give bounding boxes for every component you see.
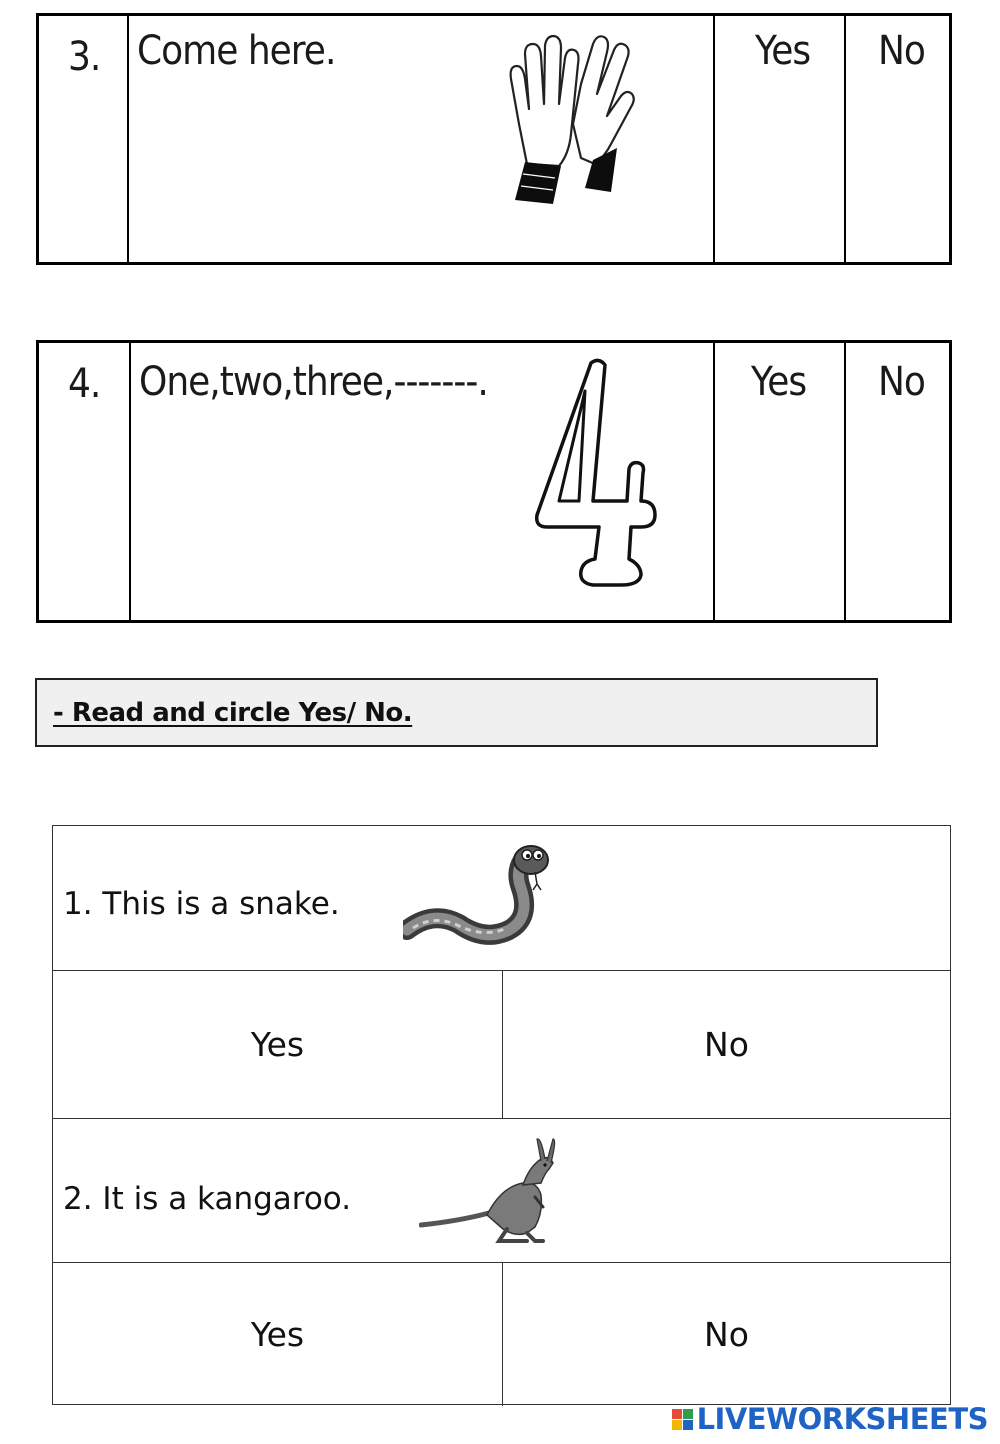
brand-wordmark: LIVEWORKSHEETS (696, 1402, 988, 1436)
no-cell[interactable] (502, 1263, 950, 1406)
question-text: 1. This is a snake. (63, 886, 340, 922)
no-cell[interactable] (844, 343, 949, 620)
instruction-text: - Read and circle Yes/ No. (53, 698, 413, 728)
liveworksheets-logo-icon (672, 1409, 693, 1430)
yes-cell[interactable] (713, 16, 844, 262)
no-cell[interactable] (844, 16, 949, 262)
yes-cell[interactable] (713, 343, 844, 620)
no-option[interactable]: No (878, 28, 925, 74)
yes-option[interactable]: Yes (755, 28, 811, 74)
question-number: 3. (68, 34, 101, 80)
text-cell (129, 343, 713, 620)
clapping-hands-icon (489, 24, 639, 224)
question-number: 4. (68, 361, 101, 407)
answer-row (53, 970, 950, 1118)
question-row (53, 826, 950, 970)
yes-cell[interactable] (53, 971, 502, 1118)
liveworksheets-brand[interactable] (672, 1402, 988, 1436)
logo-square-red (672, 1409, 682, 1419)
no-option[interactable]: No (704, 1025, 749, 1064)
question-3-table (36, 13, 952, 265)
yes-option[interactable]: Yes (250, 1315, 305, 1354)
logo-square-green (683, 1409, 693, 1419)
answer-row (53, 1262, 950, 1406)
instruction-banner (35, 678, 878, 747)
kangaroo-icon (419, 1133, 559, 1245)
yes-option[interactable]: Yes (250, 1025, 305, 1064)
no-option[interactable]: No (878, 359, 925, 405)
question-text: Come here. (137, 28, 336, 74)
question-row (53, 1118, 950, 1262)
yes-cell[interactable] (53, 1263, 502, 1406)
snake-icon (403, 838, 563, 958)
question-4-table (36, 340, 952, 623)
text-cell (127, 16, 713, 262)
question-text: One,two,three,-------. (139, 359, 488, 405)
no-option[interactable]: No (704, 1315, 749, 1354)
number-four-outline-icon (531, 351, 661, 591)
logo-square-yellow (672, 1420, 682, 1430)
logo-square-blue (683, 1420, 693, 1430)
number-cell (39, 343, 129, 620)
yes-option[interactable]: Yes (751, 359, 807, 405)
no-cell[interactable] (502, 971, 950, 1118)
question-text: 2. It is a kangaroo. (63, 1181, 352, 1217)
number-cell (39, 16, 127, 262)
circle-answer-table (52, 825, 951, 1405)
